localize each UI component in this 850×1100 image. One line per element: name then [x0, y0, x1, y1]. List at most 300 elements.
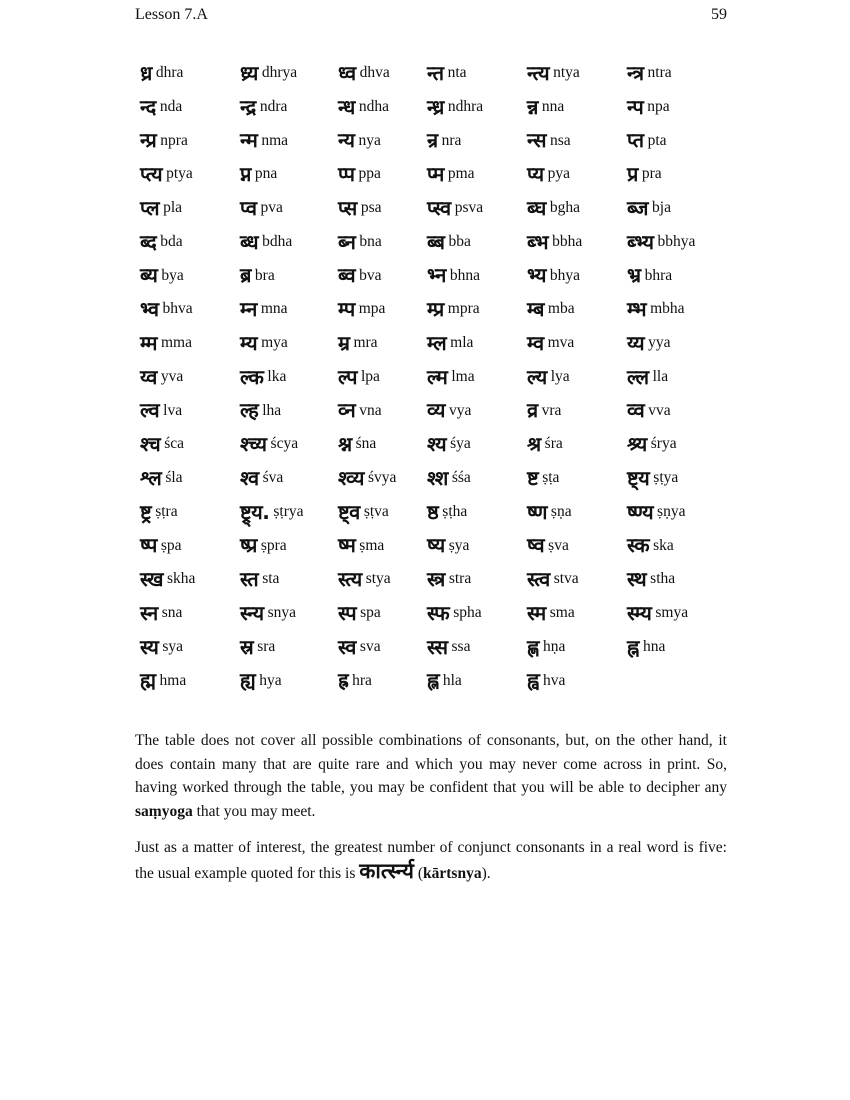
conjunct-entry: [338, 191, 427, 225]
conjunct-devanagari: म्र: [338, 330, 350, 355]
conjunct-devanagari: स्ख: [140, 567, 163, 592]
conjunct-devanagari: स्र: [240, 634, 254, 659]
conjunct-devanagari: श्व्य: [338, 465, 364, 490]
devanagari-example: कार्त्स्न्य: [359, 858, 414, 883]
conjunct-transliteration: pla: [163, 199, 183, 217]
paren-open: (: [413, 864, 424, 882]
conjunct-transliteration: bda: [160, 232, 183, 250]
conjunct-entry: [240, 56, 338, 90]
conjunct-entry: [427, 664, 527, 698]
conjunct-transliteration: bhna: [449, 266, 481, 284]
conjunct-transliteration: dhra: [155, 64, 184, 82]
conjunct-devanagari: ष्ट्य: [627, 465, 650, 490]
conjunct-entry: [240, 326, 338, 360]
conjunct-entry: [627, 529, 732, 563]
conjunct-devanagari: य्य: [627, 330, 645, 355]
conjunct-transliteration: lka: [267, 367, 287, 385]
conjunct-devanagari: भ्न: [427, 263, 446, 288]
conjunct-transliteration: yya: [648, 334, 671, 352]
conjunct-entry: [240, 630, 338, 664]
conjunct-transliteration: ndra: [259, 97, 288, 115]
conjunct-entry: [338, 326, 427, 360]
conjunct-transliteration: stva: [553, 570, 579, 588]
conjunct-entry: [338, 292, 427, 326]
conjunct-transliteration: lla: [652, 367, 669, 385]
conjunct-devanagari: ब्व: [338, 263, 356, 288]
conjunct-entry: [427, 360, 527, 394]
conjunct-transliteration: vna: [359, 401, 382, 419]
conjunct-devanagari: प्प: [338, 162, 355, 187]
conjunct-devanagari: स्त्व: [527, 567, 550, 592]
conjunct-entry: [427, 225, 527, 259]
conjunct-entry: [627, 427, 732, 461]
conjunct-transliteration: śva: [262, 469, 284, 487]
conjunct-transliteration: śra: [544, 435, 563, 453]
conjunct-devanagari: म्भ: [627, 297, 647, 322]
conjunct-transliteration: bhra: [644, 266, 673, 284]
conjunct-devanagari: स्त्य: [338, 567, 362, 592]
paragraph-longest-conjunct: [135, 836, 727, 885]
conjunct-transliteration: ntya: [553, 64, 580, 82]
conjunct-devanagari: ध्व: [338, 60, 356, 85]
conjunct-devanagari: श्श: [427, 465, 448, 490]
conjunct-devanagari: म्म: [140, 330, 157, 355]
conjunct-devanagari: म्न: [240, 297, 257, 322]
conjunct-devanagari: प्न: [240, 162, 251, 187]
conjunct-entry: [627, 191, 732, 225]
conjunct-transliteration: lpa: [360, 367, 380, 385]
conjunct-transliteration: ṣṭva: [363, 502, 389, 520]
conjunct-devanagari: न्द: [140, 94, 156, 119]
conjunct-devanagari: स्त: [240, 567, 259, 592]
conjunct-devanagari: श्व: [240, 465, 259, 490]
conjunct-transliteration: mba: [547, 300, 575, 318]
conjunct-devanagari: ष्ण: [527, 499, 547, 524]
conjunct-transliteration: vra: [541, 401, 562, 419]
conjunct-entry: [338, 596, 427, 630]
page-header: [135, 6, 727, 26]
conjunct-transliteration: spa: [360, 604, 381, 622]
conjunct-devanagari: न्य: [338, 128, 355, 153]
conjunct-transliteration: sva: [359, 637, 381, 655]
conjunct-entry: [240, 191, 338, 225]
conjunct-transliteration: nra: [441, 131, 462, 149]
conjunct-devanagari: स्व: [338, 634, 356, 659]
conjunct-entry: [427, 461, 527, 495]
conjunct-devanagari: म्ल: [427, 330, 447, 355]
conjunct-transliteration: ṣṇya: [657, 502, 686, 520]
conjunct-transliteration: bva: [359, 266, 382, 284]
paragraph-text: that you may meet.: [192, 802, 316, 820]
conjunct-entry: [338, 394, 427, 428]
conjunct-transliteration: nda: [159, 97, 183, 115]
conjunct-transliteration: skha: [166, 570, 196, 588]
conjunct-devanagari: श्र: [527, 432, 541, 457]
conjunct-transliteration: mva: [547, 334, 575, 352]
conjunct-devanagari: ब्र: [240, 263, 251, 288]
conjunct-transliteration: sna: [161, 604, 183, 622]
conjunct-devanagari: श्च्य: [240, 432, 267, 457]
conjunct-transliteration: ṣṭrya: [273, 502, 304, 520]
conjunct-entry: [427, 427, 527, 461]
conjunct-devanagari: न्त: [427, 60, 444, 85]
conjunct-devanagari: ष्ट्र्य.: [240, 499, 270, 524]
conjunct-devanagari: व्य: [427, 398, 445, 423]
conjunct-entry: [527, 664, 627, 698]
conjunct-entry: [527, 124, 627, 158]
conjunct-transliteration: śvya: [367, 469, 397, 487]
conjunct-devanagari: न्ध्र: [427, 94, 444, 119]
conjunct-entry: [338, 259, 427, 293]
conjunct-transliteration: bgha: [549, 199, 580, 217]
conjunct-devanagari: न्न: [527, 94, 538, 119]
conjunct-entry: [527, 596, 627, 630]
paren-close: ).: [481, 864, 491, 882]
conjunct-transliteration: bya: [161, 266, 184, 284]
conjunct-transliteration: nma: [261, 131, 289, 149]
conjunct-devanagari: व्व: [627, 398, 645, 423]
conjunct-devanagari: ल्क: [240, 364, 264, 389]
conjunct-devanagari: स्त्र: [427, 567, 445, 592]
lesson-label: Lesson 7.A: [135, 6, 208, 23]
conjunct-devanagari: ह्य: [240, 668, 256, 693]
conjunct-entry: [240, 461, 338, 495]
conjunct-transliteration: bbha: [552, 232, 583, 250]
conjunct-devanagari: ह्म: [140, 668, 156, 693]
conjunct-devanagari: म्ब: [527, 297, 544, 322]
conjunct-entry: [627, 157, 732, 191]
conjunct-transliteration: lva: [163, 401, 183, 419]
conjunct-devanagari: ह्न: [627, 634, 639, 659]
conjunct-transliteration: mpa: [358, 300, 386, 318]
conjunct-entry: [427, 157, 527, 191]
conjunct-devanagari: ब्भ्य: [627, 229, 654, 254]
conjunct-transliteration: mbha: [650, 300, 685, 318]
conjunct-entry: [240, 360, 338, 394]
conjunct-transliteration: ntra: [647, 64, 672, 82]
conjunct-devanagari: प्स्व: [427, 195, 451, 220]
conjunct-devanagari: प्त्य: [140, 162, 163, 187]
conjunct-devanagari: ब्ध: [240, 229, 259, 254]
conjunct-entry: [240, 664, 338, 698]
conjunct-devanagari: प्म: [427, 162, 444, 187]
conjunct-devanagari: ब्य: [140, 263, 158, 288]
conjunct-transliteration: ṣṭa: [542, 469, 560, 487]
conjunct-devanagari: भ्व: [140, 297, 159, 322]
conjunct-entry: [527, 394, 627, 428]
conjunct-entry: [140, 259, 240, 293]
conjunct-devanagari: न्म: [240, 128, 258, 153]
conjunct-entry: [427, 529, 527, 563]
conjunct-table: [140, 56, 732, 697]
conjunct-entry: [627, 326, 732, 360]
conjunct-entry: [627, 495, 732, 529]
conjunct-transliteration: ṣva: [548, 536, 569, 554]
conjunct-devanagari: ष्ट्व: [338, 499, 360, 524]
conjunct-transliteration: pna: [254, 165, 278, 183]
term-samyoga: saṃyoga: [135, 802, 193, 820]
conjunct-transliteration: bna: [359, 232, 382, 250]
conjunct-devanagari: ष्ट: [527, 465, 539, 490]
conjunct-entry: [627, 630, 732, 664]
conjunct-transliteration: nna: [541, 97, 565, 115]
conjunct-devanagari: स्य: [140, 634, 159, 659]
conjunct-entry: [427, 191, 527, 225]
conjunct-devanagari: स्क: [627, 533, 650, 558]
conjunct-entry: [240, 259, 338, 293]
conjunct-devanagari: न्त्र: [627, 60, 644, 85]
conjunct-entry: [527, 259, 627, 293]
conjunct-entry: [427, 259, 527, 293]
conjunct-entry: [627, 562, 732, 596]
conjunct-entry: [427, 562, 527, 596]
conjunct-transliteration: ptya: [166, 165, 193, 183]
conjunct-transliteration: mla: [450, 334, 474, 352]
conjunct-entry: [427, 90, 527, 124]
conjunct-transliteration: smya: [655, 604, 689, 622]
conjunct-transliteration: bhya: [549, 266, 581, 284]
conjunct-transliteration: ska: [653, 536, 674, 554]
conjunct-transliteration: hṇa: [542, 637, 566, 655]
conjunct-transliteration: sma: [549, 604, 575, 622]
conjunct-entry: [140, 360, 240, 394]
conjunct-devanagari: य्व: [140, 364, 157, 389]
conjunct-entry: [427, 495, 527, 529]
conjunct-entry: [140, 56, 240, 90]
conjunct-entry: [527, 292, 627, 326]
conjunct-devanagari: ह्व: [527, 668, 539, 693]
conjunct-devanagari: ल्ल: [627, 364, 649, 389]
conjunct-devanagari: ल्व: [140, 398, 160, 423]
conjunct-transliteration: mra: [353, 334, 378, 352]
conjunct-entry: [527, 225, 627, 259]
conjunct-entry: [240, 495, 338, 529]
conjunct-entry: [240, 124, 338, 158]
conjunct-transliteration: ṣya: [448, 536, 470, 554]
conjunct-transliteration: snya: [267, 604, 297, 622]
conjunct-entry: [140, 90, 240, 124]
conjunct-devanagari: स्म: [527, 600, 546, 625]
conjunct-transliteration: ndha: [358, 97, 389, 115]
conjunct-entry: [527, 56, 627, 90]
conjunct-transliteration: hya: [259, 671, 282, 689]
conjunct-transliteration: hma: [159, 671, 187, 689]
conjunct-entry: [527, 326, 627, 360]
conjunct-transliteration: bra: [254, 266, 275, 284]
conjunct-entry: [240, 157, 338, 191]
conjunct-entry: [627, 394, 732, 428]
conjunct-entry: [140, 157, 240, 191]
conjunct-entry: [627, 360, 732, 394]
conjunct-entry: [140, 292, 240, 326]
conjunct-transliteration: ṣṇa: [550, 502, 572, 520]
conjunct-entry: [240, 427, 338, 461]
conjunct-devanagari: ह्र: [338, 668, 349, 693]
conjunct-entry: [338, 664, 427, 698]
conjunct-entry: [427, 292, 527, 326]
conjunct-transliteration: hra: [352, 671, 372, 689]
conjunct-transliteration: npra: [160, 131, 188, 149]
conjunct-transliteration: hva: [542, 671, 566, 689]
conjunct-entry: [627, 124, 732, 158]
conjunct-entry: [338, 630, 427, 664]
conjunct-devanagari: ध्र्य: [240, 60, 258, 85]
conjunct-entry: [240, 292, 338, 326]
page-number: 59: [711, 6, 727, 23]
conjunct-devanagari: ब्ब: [427, 229, 445, 254]
conjunct-entry: [240, 596, 338, 630]
conjunct-entry: [627, 56, 732, 90]
conjunct-devanagari: ल्प: [338, 364, 357, 389]
conjunct-transliteration: śya: [450, 435, 471, 453]
conjunct-transliteration: stha: [650, 570, 676, 588]
conjunct-transliteration: mna: [260, 300, 288, 318]
conjunct-devanagari: ष्व: [527, 533, 545, 558]
conjunct-transliteration: lya: [550, 367, 570, 385]
conjunct-entry: [527, 562, 627, 596]
conjunct-entry: [240, 562, 338, 596]
transliteration-example: kārtsnya: [423, 864, 482, 882]
conjunct-entry: [140, 596, 240, 630]
conjunct-entry: [527, 495, 627, 529]
conjunct-devanagari: ब्घ: [527, 195, 546, 220]
conjunct-entry: [140, 427, 240, 461]
conjunct-entry: [338, 427, 427, 461]
conjunct-transliteration: mma: [160, 334, 192, 352]
conjunct-entry: [140, 394, 240, 428]
conjunct-entry: [338, 461, 427, 495]
conjunct-transliteration: ṣpa: [160, 536, 182, 554]
conjunct-devanagari: न्स: [527, 128, 546, 153]
conjunct-transliteration: ssa: [451, 637, 471, 655]
conjunct-entry: [240, 225, 338, 259]
conjunct-devanagari: न्प्र: [140, 128, 157, 153]
conjunct-devanagari: ध्र: [140, 60, 152, 85]
conjunct-entry: [527, 360, 627, 394]
conjunct-entry: [427, 394, 527, 428]
conjunct-transliteration: dhva: [359, 64, 390, 82]
conjunct-entry: [627, 90, 732, 124]
conjunct-entry: [140, 124, 240, 158]
conjunct-transliteration: dhrya: [261, 64, 298, 82]
conjunct-entry: [627, 461, 732, 495]
conjunct-entry: [140, 225, 240, 259]
conjunct-devanagari: प्र: [627, 162, 638, 187]
conjunct-devanagari: स्थ: [627, 567, 647, 592]
conjunct-devanagari: स्स: [427, 634, 448, 659]
conjunct-devanagari: ष्ठ: [427, 499, 439, 524]
conjunct-devanagari: प्स: [338, 195, 357, 220]
conjunct-entry: [427, 326, 527, 360]
conjunct-transliteration: sta: [262, 570, 280, 588]
conjunct-entry: [627, 596, 732, 630]
conjunct-transliteration: ndhra: [447, 97, 484, 115]
conjunct-transliteration: nya: [358, 131, 381, 149]
conjunct-devanagari: न्त्य: [527, 60, 550, 85]
conjunct-transliteration: ppa: [358, 165, 381, 183]
conjunct-transliteration: bja: [652, 199, 671, 217]
conjunct-devanagari: प्त: [627, 128, 644, 153]
conjunct-devanagari: ष्प्र: [240, 533, 257, 558]
conjunct-transliteration: śla: [165, 469, 183, 487]
conjunct-entry: [240, 90, 338, 124]
conjunct-entry: [140, 495, 240, 529]
conjunct-devanagari: भ्र: [627, 263, 641, 288]
conjunct-transliteration: lma: [451, 367, 475, 385]
conjunct-transliteration: mpra: [447, 300, 480, 318]
conjunct-transliteration: bhva: [162, 300, 193, 318]
conjunct-transliteration: stya: [365, 570, 391, 588]
conjunct-devanagari: श्च: [140, 432, 161, 457]
conjunct-devanagari: म्व: [527, 330, 544, 355]
conjunct-transliteration: spha: [453, 604, 482, 622]
conjunct-entry: [527, 90, 627, 124]
conjunct-transliteration: ścya: [270, 435, 299, 453]
conjunct-devanagari: श्न: [338, 432, 352, 457]
conjunct-devanagari: प्ल: [140, 195, 160, 220]
paragraph-text: Just as a matter of interest, the greatest number of conjunct consonants in a real word is five: the usual example quoted for this is: [135, 839, 727, 882]
conjunct-transliteration: psva: [454, 199, 484, 217]
conjunct-transliteration: pya: [547, 165, 571, 183]
conjunct-entry: [527, 157, 627, 191]
conjunct-transliteration: vva: [648, 401, 671, 419]
conjunct-devanagari: ल्य: [527, 364, 547, 389]
conjunct-transliteration: nta: [447, 64, 467, 82]
conjunct-transliteration: ṣṭya: [653, 469, 679, 487]
conjunct-devanagari: न्प: [627, 94, 644, 119]
conjunct-devanagari: व्र: [527, 398, 538, 423]
paragraph-table-note: [135, 729, 727, 823]
conjunct-devanagari: ल्ह: [240, 398, 259, 423]
conjunct-entry: [140, 461, 240, 495]
conjunct-devanagari: स्न: [140, 600, 158, 625]
conjunct-transliteration: pva: [260, 199, 283, 217]
conjunct-transliteration: hla: [442, 671, 462, 689]
conjunct-devanagari: स्न्य: [240, 600, 264, 625]
conjunct-devanagari: स्फ: [427, 600, 450, 625]
paragraph-text: The table does not cover all possible combinations of consonants, but, on the other hand, it does contain many that are quite rare and which you may never come across in print. So, having worked through the table, you may be confident that you will be able to decipher any: [135, 732, 727, 796]
conjunct-transliteration: pra: [641, 165, 662, 183]
conjunct-transliteration: yva: [160, 367, 184, 385]
conjunct-transliteration: hna: [642, 637, 666, 655]
conjunct-entry: [427, 56, 527, 90]
conjunct-devanagari: ब्भ: [527, 229, 549, 254]
conjunct-transliteration: nsa: [549, 131, 571, 149]
conjunct-entry: [338, 90, 427, 124]
conjunct-entry: [140, 529, 240, 563]
conjunct-transliteration: śśa: [451, 469, 471, 487]
conjunct-transliteration: ṣṭha: [442, 502, 468, 520]
conjunct-entry: [427, 596, 527, 630]
conjunct-transliteration: bbhya: [657, 232, 696, 250]
conjunct-devanagari: ष्म: [338, 533, 356, 558]
conjunct-devanagari: न्द्र: [240, 94, 256, 119]
conjunct-devanagari: न्र: [427, 128, 438, 153]
conjunct-entry: [338, 225, 427, 259]
conjunct-entry: [627, 292, 732, 326]
conjunct-devanagari: ह्ण: [527, 634, 539, 659]
conjunct-devanagari: ल्म: [427, 364, 448, 389]
conjunct-devanagari: स्म्य: [627, 600, 652, 625]
conjunct-transliteration: stra: [448, 570, 472, 588]
conjunct-entry: [527, 529, 627, 563]
conjunct-transliteration: śrya: [650, 435, 677, 453]
conjunct-entry: [140, 664, 240, 698]
conjunct-entry: [527, 191, 627, 225]
conjunct-devanagari: स्प: [338, 600, 357, 625]
conjunct-entry: [140, 191, 240, 225]
conjunct-entry: [338, 562, 427, 596]
